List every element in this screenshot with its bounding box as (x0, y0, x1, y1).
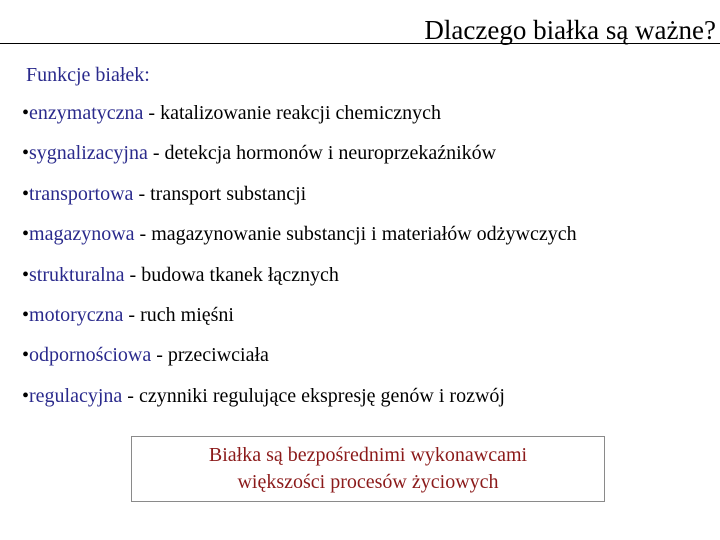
function-term: magazynowa (29, 223, 135, 246)
list-item (22, 263, 577, 303)
bullet-icon: • (22, 263, 30, 286)
list-item (22, 141, 577, 181)
function-term: motoryczna (29, 303, 124, 326)
title-divider (0, 43, 720, 44)
separator: - (133, 182, 151, 205)
separator: - (134, 223, 152, 246)
function-term: odpornościowa (29, 344, 152, 367)
bullet-icon: • (22, 142, 30, 165)
function-term: regulacyjna (29, 384, 123, 407)
list-item (22, 343, 577, 383)
function-term: enzymatyczna (29, 102, 144, 124)
separator: - (124, 263, 142, 286)
function-description: przeciwciała (167, 344, 269, 367)
function-description: czynniki regulujące ekspresję genów i rozwój (138, 384, 505, 407)
summary-note-line: większości procesów życiowych (237, 471, 499, 493)
list-item (22, 384, 577, 424)
function-term: sygnalizacyjna (29, 142, 148, 165)
function-description: ruch mięśni (140, 303, 234, 326)
bullet-icon: • (22, 344, 30, 367)
list-item (22, 222, 577, 262)
summary-note-box (131, 436, 605, 502)
summary-note-line: Białka są bezpośrednimi wykonawcami (208, 444, 528, 466)
list-item (22, 182, 577, 222)
bullet-icon: • (22, 384, 30, 407)
function-description: detekcja hormonów i neuroprzekaźników (164, 142, 497, 165)
separator: - (151, 344, 168, 367)
function-description: katalizowanie reakcji chemicznych (160, 102, 442, 124)
separator: - (147, 142, 165, 165)
bullet-icon: • (22, 303, 30, 326)
list-item (22, 101, 577, 141)
bullet-icon: • (22, 223, 30, 246)
bullet-icon: • (22, 102, 30, 124)
bullet-icon: • (22, 182, 30, 205)
function-term: transportowa (29, 182, 134, 205)
separator: - (122, 384, 139, 407)
function-term: strukturalna (29, 263, 125, 286)
section-subtitle: Funkcje białek: (26, 64, 150, 86)
slide-title: Dlaczego białka są ważne? (424, 15, 716, 45)
separator: - (143, 102, 161, 124)
list-item (22, 303, 577, 343)
function-description: budowa tkanek łącznych (141, 263, 339, 286)
function-description: transport substancji (150, 182, 307, 205)
function-description: magazynowanie substancji i materiałów odżywczych (151, 223, 577, 246)
functions-list (22, 101, 577, 424)
separator: - (123, 303, 141, 326)
